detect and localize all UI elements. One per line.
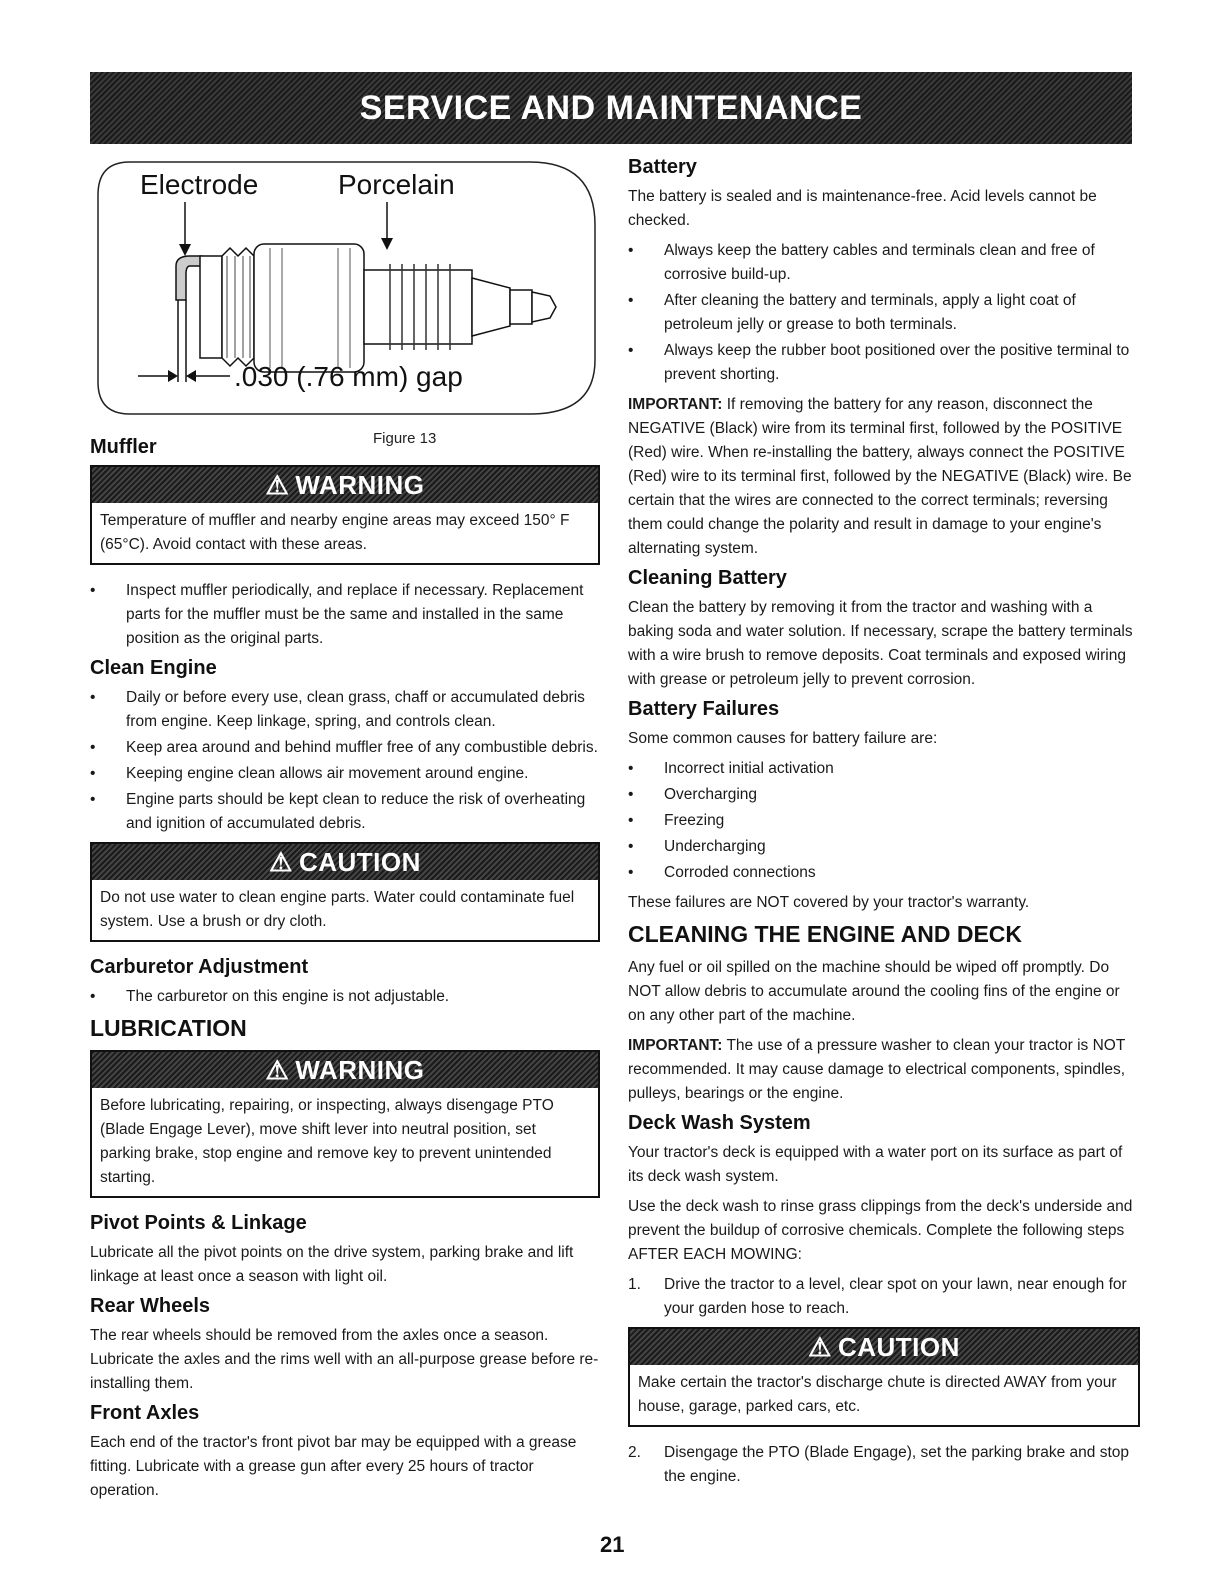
lubrication-heading: LUBRICATION xyxy=(90,1015,247,1041)
list-item: • Corroded connections xyxy=(628,861,1140,885)
left-column xyxy=(90,150,600,1509)
cleaning-engine-heading: CLEANING THE ENGINE AND DECK xyxy=(628,921,1022,947)
warning-triangle-icon: ⚠ xyxy=(265,1054,290,1085)
warning-text: Before lubricating, repairing, or inspecting, always disengage PTO (Blade Engage Lever), move shift lever into neutral position, set parking brake, stop engine and remove key to prevent unintended starting. xyxy=(100,1097,554,1186)
clean-engine-list xyxy=(90,686,600,836)
deck-wash-text-1: Your tractor's deck is equipped with a water port on its surface as part of its deck wash system. xyxy=(628,1144,1123,1185)
cleaning-battery-heading: Cleaning Battery xyxy=(628,567,787,589)
carburetor-heading: Carburetor Adjustment xyxy=(90,956,309,978)
deck-wash-text-2: Use the deck wash to rinse grass clippings from the deck's underside and prevent the buildup of corrosive chemicals. Complete the following steps AFTER EACH MOWING: xyxy=(628,1198,1133,1263)
battery-important-note: IMPORTANT: If removing the battery for any reason, disconnect the NEGATIVE (Black) wire from its terminal first, followed by the POSITIVE (Red) wire. When re-installing the battery, always connect the POSITIVE (Red) wire to its terminal first, followed by the NEGATIVE (Black) wire. Be certain that the wires are connected to the correct terminals; reversing them could change the polarity and result in damage to your engine's alternating system. xyxy=(628,396,1132,557)
page-number: 21 xyxy=(600,1532,625,1557)
list-item: • Incorrect initial activation xyxy=(628,757,1140,781)
bullet-icon: • xyxy=(90,582,96,599)
bullet-icon: • xyxy=(90,791,96,808)
battery-text: The battery is sealed and is maintenance-free. Acid levels cannot be checked. xyxy=(628,188,1097,229)
bullet-icon: • xyxy=(90,739,96,756)
battery-failures-intro: Some common causes for battery failure are: xyxy=(628,730,938,747)
caution-header xyxy=(630,1329,1138,1365)
deck-wash-caution-box xyxy=(628,1327,1140,1427)
list-item: • Undercharging xyxy=(628,835,1140,859)
front-axles-heading: Front Axles xyxy=(90,1402,200,1424)
clean-engine-caution-box xyxy=(90,842,600,942)
right-column xyxy=(628,156,1140,1495)
figure-caption: Figure 13 xyxy=(373,430,437,447)
warning-title: WARNING xyxy=(295,1054,425,1085)
caution-text: Do not use water to clean engine parts. Water could contaminate fuel system. Use a brush or dry cloth. xyxy=(100,889,575,930)
caution-title: CAUTION xyxy=(298,846,421,877)
muffler-heading: Muffler xyxy=(90,436,157,458)
list-item: • Daily or before every use, clean grass, chaff or accumulated debris from engine. Keep linkage, spring, and controls clean. xyxy=(90,686,600,734)
warning-triangle-icon: ⚠ xyxy=(269,846,293,877)
spark-plug-diagram xyxy=(90,150,600,438)
battery-failures-note: These failures are NOT covered by your tractor's warranty. xyxy=(628,894,1030,911)
muffler-list xyxy=(90,579,600,651)
step-number: 2. xyxy=(628,1444,641,1461)
important-label: IMPORTANT: xyxy=(628,396,723,413)
list-item: • Always keep the rubber boot positioned over the positive terminal to prevent shorting. xyxy=(628,339,1140,387)
bullet-icon: • xyxy=(628,786,634,803)
step-number: 1. xyxy=(628,1276,641,1293)
bullet-icon: • xyxy=(628,812,634,829)
bullet-icon: • xyxy=(628,292,634,309)
muffler-warning-box xyxy=(90,465,600,565)
porcelain-label: Porcelain xyxy=(338,169,455,200)
deck-wash-heading: Deck Wash System xyxy=(628,1112,811,1134)
warning-triangle-icon: ⚠ xyxy=(808,1331,832,1362)
battery-failures-list xyxy=(628,757,1140,885)
warning-text: Temperature of muffler and nearby engine areas may exceed 150° F (65°C). Avoid contact with these areas. xyxy=(100,512,570,553)
gap-label: .030 (.76 mm) gap xyxy=(234,361,463,392)
warning-header xyxy=(92,467,598,503)
deck-wash-steps-cont xyxy=(628,1441,1140,1489)
list-item: • After cleaning the battery and terminals, apply a light coat of petroleum jelly or grease to both terminals. xyxy=(628,289,1140,337)
important-label: IMPORTANT: xyxy=(628,1037,723,1054)
page-title: SERVICE AND MAINTENANCE xyxy=(359,88,863,127)
carburetor-list xyxy=(90,985,600,1009)
bullet-icon: • xyxy=(628,864,634,881)
bullet-icon: • xyxy=(628,760,634,777)
cleaning-battery-text: Clean the battery by removing it from the tractor and washing with a baking soda and water solution. If necessary, scrape the battery terminals with a wire brush to remove deposits. Coat terminals and exposed wiring with grease or petroleum jelly to prevent corrosion. xyxy=(628,599,1133,688)
list-item: • The carburetor on this engine is not adjustable. xyxy=(90,985,600,1009)
bullet-icon: • xyxy=(628,342,634,359)
pivot-heading: Pivot Points & Linkage xyxy=(90,1212,307,1234)
pivot-text: Lubricate all the pivot points on the drive system, parking brake and lift linkage at least once a season with light oil. xyxy=(90,1244,574,1285)
bullet-icon: • xyxy=(90,689,96,706)
cleaning-engine-text: Any fuel or oil spilled on the machine should be wiped off promptly. Do NOT allow debris to accumulate around the cooling fins of the engine or on any other part of the machine. xyxy=(628,959,1120,1024)
warning-triangle-icon: ⚠ xyxy=(265,469,290,500)
bullet-icon: • xyxy=(628,838,634,855)
list-item: • Freezing xyxy=(628,809,1140,833)
list-item: • Inspect muffler periodically, and replace if necessary. Replacement parts for the muffler must be the same and installed in the same position as the original parts. xyxy=(90,579,600,651)
front-axles-text: Each end of the tractor's front pivot bar may be equipped with a grease fitting. Lubricate with a grease gun after every 25 hours of tractor operation. xyxy=(90,1434,577,1499)
bullet-icon: • xyxy=(628,242,634,259)
section-banner xyxy=(90,72,1132,144)
battery-heading: Battery xyxy=(628,156,697,178)
rear-wheels-heading: Rear Wheels xyxy=(90,1295,211,1317)
clean-engine-heading: Clean Engine xyxy=(90,657,217,679)
battery-failures-heading: Battery Failures xyxy=(628,698,780,720)
battery-list xyxy=(628,239,1140,387)
warning-title: WARNING xyxy=(295,469,425,500)
electrode-label: Electrode xyxy=(140,169,259,200)
lubrication-warning-box xyxy=(90,1050,600,1198)
list-item: • Always keep the battery cables and terminals clean and free of corrosive build-up. xyxy=(628,239,1140,287)
list-item: • Engine parts should be kept clean to reduce the risk of overheating and ignition of accumulated debris. xyxy=(90,788,600,836)
caution-title: CAUTION xyxy=(837,1331,960,1362)
deck-wash-steps xyxy=(628,1273,1140,1321)
list-item: • Keeping engine clean allows air movement around engine. xyxy=(90,762,600,786)
list-item: • Keep area around and behind muffler free of any combustible debris. xyxy=(90,736,600,760)
caution-header xyxy=(92,844,598,880)
list-item: • Overcharging xyxy=(628,783,1140,807)
list-item: 2. Disengage the PTO (Blade Engage), set the parking brake and stop the engine. xyxy=(628,1441,1140,1489)
caution-text: Make certain the tractor's discharge chute is directed AWAY from your house, garage, parked cars, etc. xyxy=(638,1374,1117,1415)
cleaning-important-note: IMPORTANT: The use of a pressure washer to clean your tractor is NOT recommended. It may cause damage to electrical components, spindles, pulleys, bearings or the engine. xyxy=(628,1037,1126,1102)
list-item: 1. Drive the tractor to a level, clear spot on your lawn, near enough for your garden hose to reach. xyxy=(628,1273,1140,1321)
rear-wheels-text: The rear wheels should be removed from the axles once a season. Lubricate the axles and the rims well with an all-purpose grease before re-installing them. xyxy=(90,1327,599,1392)
bullet-icon: • xyxy=(90,988,96,1005)
bullet-icon: • xyxy=(90,765,96,782)
warning-header xyxy=(92,1052,598,1088)
